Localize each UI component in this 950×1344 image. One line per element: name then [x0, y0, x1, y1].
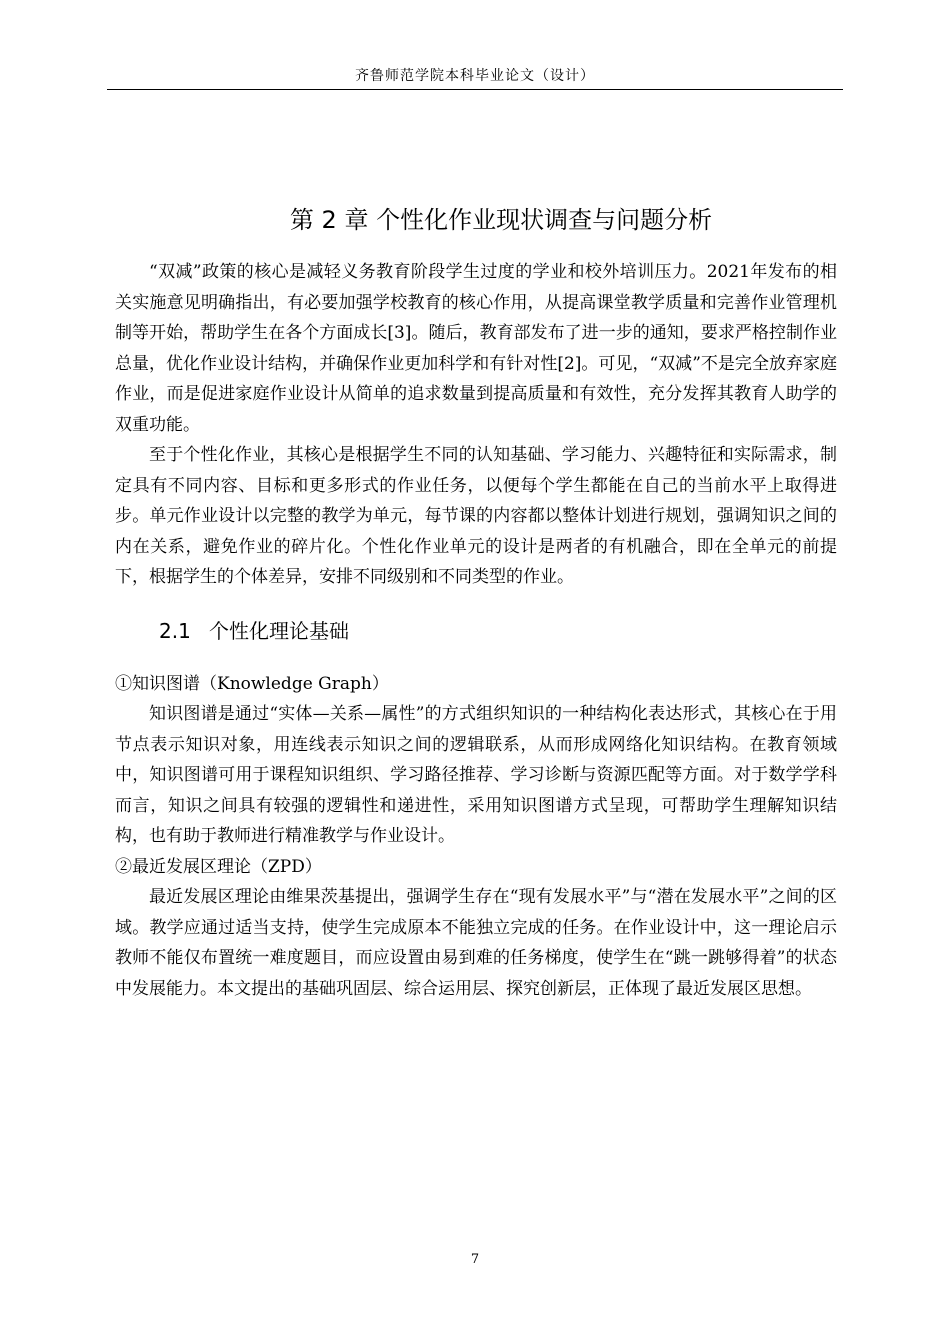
item-paragraph-zpd: 最近发展区理论由维果茨基提出，强调学生存在“现有发展水平”与“潜在发展水平”之间的区域。教学应通过适当支持，使学生完成原本不能独立完成的任务。在作业设计中，这一理论启示教师不能仅布置统一难度题目，而应设置由易到难的任务梯度，使学生在“跳一跳够得着”的状态中发展能力。本文提出的基础巩固层、综合运用层、探究创新层，正体现了最近发展区思想。	[115, 887, 837, 999]
intro-paragraph-2: 至于个性化作业，其核心是根据学生不同的认知基础、学习能力、兴趣特征和实际需求，制定具有不同内容、目标和更多形式的作业任务，以便每个学生都能在自己的当前水平上取得进步。单元作业设计以完整的教学为单元，每节课的内容都以整体计划进行规划，强调知识之间的内在关系，避免作业的碎片化。个性化作业单元的设计是两者的有机融合，即在全单元的前提下，根据学生的个体差异，安排不同级别和不同类型的作业。	[115, 445, 837, 587]
page-body	[115, 196, 837, 1004]
running-header: 齐鲁师范学院本科毕业论文（设计）	[355, 68, 595, 84]
intro-paragraph-1: “双减”政策的核心是减轻义务教育阶段学生过度的学业和校外培训压力。2021年发布的相关实施意见明确指出，有必要加强学校教育的核心作用，从提高课堂教学质量和完善作业管理机制等开始，帮助学生在各个方面成长[3]。随后，教育部发布了进一步的通知，要求严格控制作业总量，优化作业设计结构，并确保作业更加科学和有针对性[2]。可见，“双减”不是完全放弃家庭作业，而是促进家庭作业设计从简单的追求数量到提高质量和有效性，充分发挥其教育人助学的双重功能。	[115, 262, 837, 435]
header-divider	[107, 89, 843, 90]
section-heading	[115, 616, 837, 646]
page-number: 7	[470, 1252, 480, 1267]
section-title-text: 个性化理论基础	[209, 618, 349, 643]
section-number: 2.1	[159, 618, 191, 643]
item-label-zpd: ②最近发展区理论（ZPD）	[115, 856, 322, 877]
chapter-title: 第 2 章 个性化作业现状调查与问题分析	[289, 206, 713, 234]
item-label-knowledge-graph: ①知识图谱（Knowledge Graph）	[115, 673, 389, 694]
item-paragraph-knowledge-graph: 知识图谱是通过“实体—关系—属性”的方式组织知识的一种结构化表达形式，其核心在于用节点表示知识对象，用连线表示知识之间的逻辑联系，从而形成网络化知识结构。在教育领域中，知识图谱可用于课程知识组织、学习路径推荐、学习诊断与资源匹配等方面。对于数学学科而言，知识之间具有较强的逻辑性和递进性，采用知识图谱方式呈现，可帮助学生理解知识结构，也有助于教师进行精准教学与作业设计。	[115, 704, 837, 846]
